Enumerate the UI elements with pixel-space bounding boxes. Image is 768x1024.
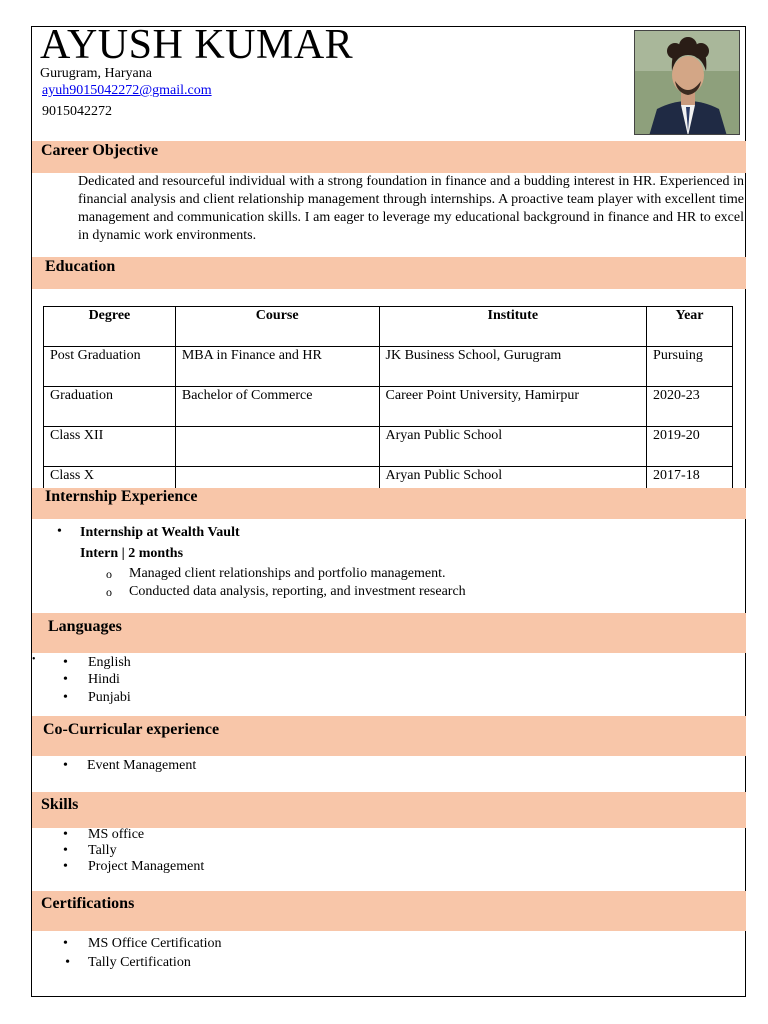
column-header: Course [175, 307, 379, 347]
skills-heading: Skills [32, 792, 746, 828]
table-cell: Graduation [44, 387, 176, 427]
bullet-icon: • [63, 655, 68, 670]
languages-heading: Languages [32, 613, 746, 653]
internship-point: Conducted data analysis, reporting, and investment research [129, 584, 466, 599]
career-objective-heading: Career Objective [32, 141, 746, 173]
internship-heading: Internship Experience [32, 488, 746, 519]
skill-item: MS office [88, 827, 145, 842]
table-cell [175, 427, 379, 467]
bullet-icon: • [63, 672, 68, 687]
table-cell: Aryan Public School [379, 427, 647, 467]
column-header: Institute [379, 307, 647, 347]
person-silhouette-icon [635, 31, 740, 135]
bullet-icon: • [63, 843, 68, 858]
bullet-icon: • [57, 524, 62, 539]
bullet-icon: • [63, 758, 68, 773]
certification-item: Tally Certification [88, 955, 191, 970]
certification-item: MS Office Certification [88, 936, 222, 951]
cocurricular-heading: Co-Curricular experience [32, 716, 746, 756]
table-cell: Pursuing [647, 347, 733, 387]
table-cell: 2020-23 [647, 387, 733, 427]
objective-text: Dedicated and resourceful individual with a strong foundation in finance and a budding interest in HR. Experienced in financial analysis and client relationship management through internships. A proactive team player with excellent time management and communication skills. I am eager to leverage my educational background in finance and HR to excel in dynamic work environments. [78, 174, 744, 243]
table-row [44, 347, 733, 387]
table-header-row [44, 307, 733, 347]
bullet-icon: • [65, 955, 70, 970]
table-row [44, 427, 733, 467]
bullet-icon: • [63, 859, 68, 874]
table-cell: Post Graduation [44, 347, 176, 387]
table-cell: Class XII [44, 427, 176, 467]
cocurricular-item: Event Management [87, 758, 197, 773]
profile-photo [634, 30, 740, 135]
internship-title: Internship at Wealth Vault [80, 525, 240, 540]
skill-item: Tally [88, 843, 117, 858]
language-item: English [88, 655, 131, 670]
table-row [44, 387, 733, 427]
circle-bullet-icon: o [106, 567, 112, 581]
table-cell: MBA in Finance and HR [175, 347, 379, 387]
candidate-name: AYUSH KUMAR [40, 22, 354, 68]
education-heading: Education [32, 257, 746, 289]
bullet-icon: • [63, 936, 68, 951]
internship-role: Intern | 2 months [80, 546, 184, 561]
column-header: Year [647, 307, 733, 347]
table-cell: 2017-18 [647, 467, 733, 495]
table-cell: Class X [44, 467, 176, 495]
skill-item: Project Management [88, 859, 205, 874]
phone-number: 9015042272 [42, 104, 112, 119]
certifications-heading: Certifications [32, 891, 746, 931]
table-cell: 2019-20 [647, 427, 733, 467]
bullet-icon: • [32, 654, 36, 665]
email-link[interactable]: ayuh9015042272@gmail.com [42, 83, 212, 98]
table-cell: JK Business School, Gurugram [379, 347, 647, 387]
language-item: Punjabi [88, 690, 131, 705]
circle-bullet-icon: o [106, 585, 112, 599]
location: Gurugram, Haryana [40, 66, 152, 81]
internship-point: Managed client relationships and portfolio management. [129, 566, 446, 581]
education-table [43, 306, 733, 495]
table-cell: Career Point University, Hamirpur [379, 387, 647, 427]
language-item: Hindi [88, 672, 120, 687]
table-cell: Bachelor of Commerce [175, 387, 379, 427]
table-cell: Aryan Public School [379, 467, 647, 495]
column-header: Degree [44, 307, 176, 347]
bullet-icon: • [63, 827, 68, 842]
bullet-icon: • [63, 690, 68, 705]
